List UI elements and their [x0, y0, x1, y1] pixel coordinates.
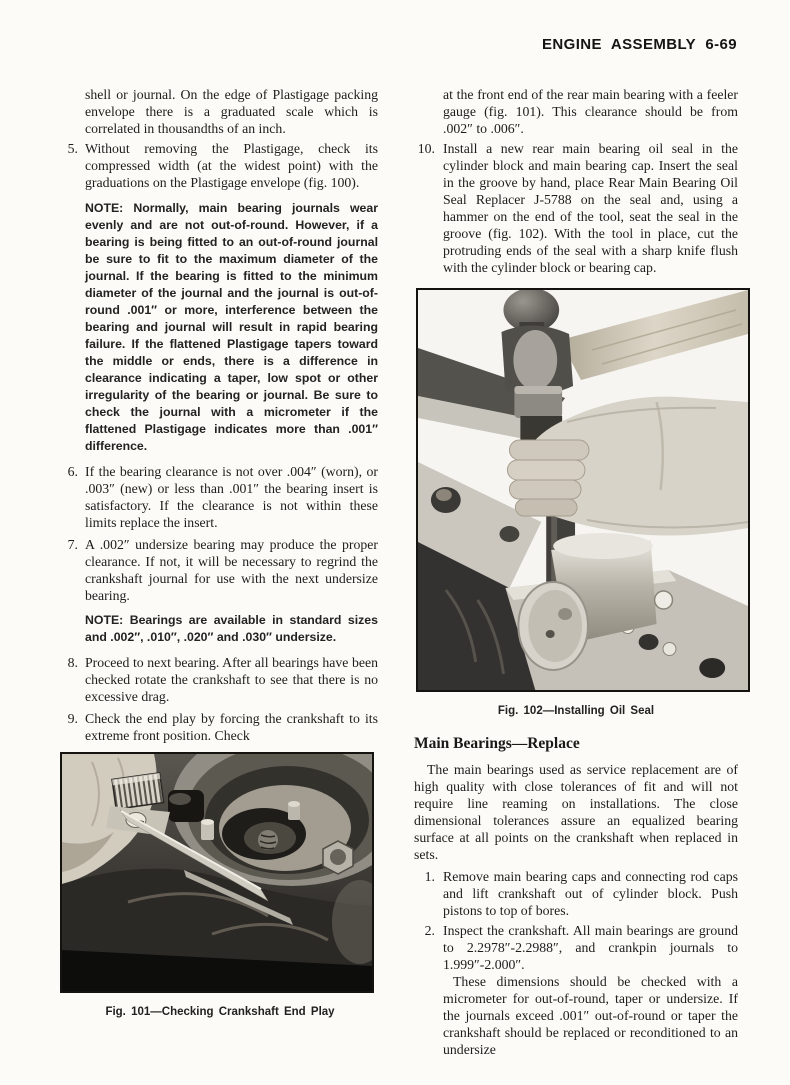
- list-item-8: [62, 654, 378, 705]
- section-heading: Main Bearings—Replace: [414, 735, 580, 752]
- list-item-2: [414, 922, 738, 1058]
- list-item-number: 8.: [67, 655, 78, 670]
- list-item-number: 9.: [67, 711, 78, 726]
- note-journals: NOTE: Normally, main bearing journals wear evenly and are not out-of-round. However, if a bearing is being fitted to an out-of-round journal be sure to fit to the maximum diameter of the journal. If the bearing is fitted to the minimum diameter of the journal and the journal is out-of-round .001″ or more, interference between the bearing and journal will result in rapid bearing failure. If the flattened Plastigage tapers toward the middle or ends, there is a difference in clearance indicating a taper, low spot or other irregularity of the bearing or journal. Be sure to check the journal with a micrometer if the flattened Plastigage indicates more than .001″ difference.: [85, 201, 378, 453]
- paragraph-continuation: shell or journal. On the edge of Plastigage packing envelope there is a graduated scale which is correlated in thousandths of an inch.: [85, 87, 378, 136]
- list-item-number: 5.: [67, 141, 78, 156]
- list-item-number: 6.: [67, 464, 78, 479]
- fig-102-photo: [416, 288, 750, 692]
- list-item-text: Proceed to next bearing. After all bearings have been checked rotate the crankshaft to see that there is no excessive drag.: [85, 655, 378, 704]
- list-item-text: A .002″ undersize bearing may produce the proper clearance. If not, it will be necessary to regrind the crankshaft journal for use with the next undersize bearing.: [85, 537, 378, 603]
- section-paragraph: The main bearings used as service replacement are of high quality with close tolerances of fit and will not require line reaming on installations. The close dimensional tolerances assure an equalized bearing surface at all points on the crankshaft when replaced in sets.: [414, 762, 738, 862]
- list-item-text: Check the end play by forcing the crankshaft to its extreme front position. Check: [85, 711, 378, 743]
- list-item-text: Without removing the Plastigage, check its compressed width (at the widest point) with the graduations on the Plastigage envelope (fig. 100).: [85, 141, 378, 190]
- list-item-text: If the bearing clearance is not over .004″ (worn), or .003″ (new) or less than .001″ the bearing insert is satisfactory. If the clearance is not within these limits replace the insert.: [85, 464, 378, 530]
- list-item-5: [62, 140, 378, 191]
- fig-102-caption: Fig. 102—Installing Oil Seal: [497, 705, 655, 717]
- fig-101-illustration: [62, 754, 372, 991]
- list-item-subparagraph: These dimensions should be checked with a micrometer for out-of-round, taper or undersize. If the journals exceed .001″ out-of-round or taper the crankshaft should be replaced or reconditioned to an undersize: [443, 974, 738, 1057]
- page-header: ENGINE ASSEMBLY 6-69: [541, 36, 737, 53]
- list-item-7: [62, 536, 378, 604]
- right-column: [414, 86, 738, 1058]
- list-item-10: [414, 140, 738, 276]
- list-item-6: [62, 463, 378, 531]
- figure-102: [414, 288, 738, 717]
- left-column: [62, 86, 378, 1018]
- fig-101-caption: Fig. 101—Checking Crankshaft End Play: [105, 1006, 335, 1018]
- list-item-number: 7.: [67, 537, 78, 552]
- paragraph-continuation: at the front end of the rear main bearing with a feeler gauge (fig. 101). This clearance should be from .002″ to .006″.: [443, 87, 738, 136]
- list-item-number: 10.: [417, 141, 435, 156]
- list-item-text: [443, 922, 738, 1058]
- list-item-number: 1.: [424, 869, 435, 884]
- list-item-text-main: Inspect the crankshaft. All main bearings are ground to 2.2978″-2.2988″, and crankpin journals to 1.999″-2.000″.: [443, 923, 738, 972]
- list-item-text: Remove main bearing caps and connecting rod caps and lift crankshaft out of cylinder block. Push pistons to top of bores.: [443, 869, 738, 918]
- figure-101: [62, 752, 378, 1018]
- list-item-1: [414, 868, 738, 919]
- list-item-number: 2.: [424, 923, 435, 938]
- fig-101-photo: [60, 752, 374, 993]
- list-item-9: [62, 710, 378, 744]
- fig-102-illustration: [418, 290, 748, 690]
- list-item-text: Install a new rear main bearing oil seal in the cylinder block and main bearing cap. Insert the seal in the groove by hand, place Rear Main Bearing Oil Seal Replacer J-5788 on the seal and, using a hammer on the end of the tool, seat the seal in the groove (fig. 102). With the tool in place, cut the protruding ends of the seal with a sharp knife flush with the cylinder block or bearing cap.: [443, 141, 738, 275]
- note-bearing-sizes: NOTE: Bearings are available in standard sizes and .002″, .010″, .020″ and .030″ undersize.: [85, 613, 378, 644]
